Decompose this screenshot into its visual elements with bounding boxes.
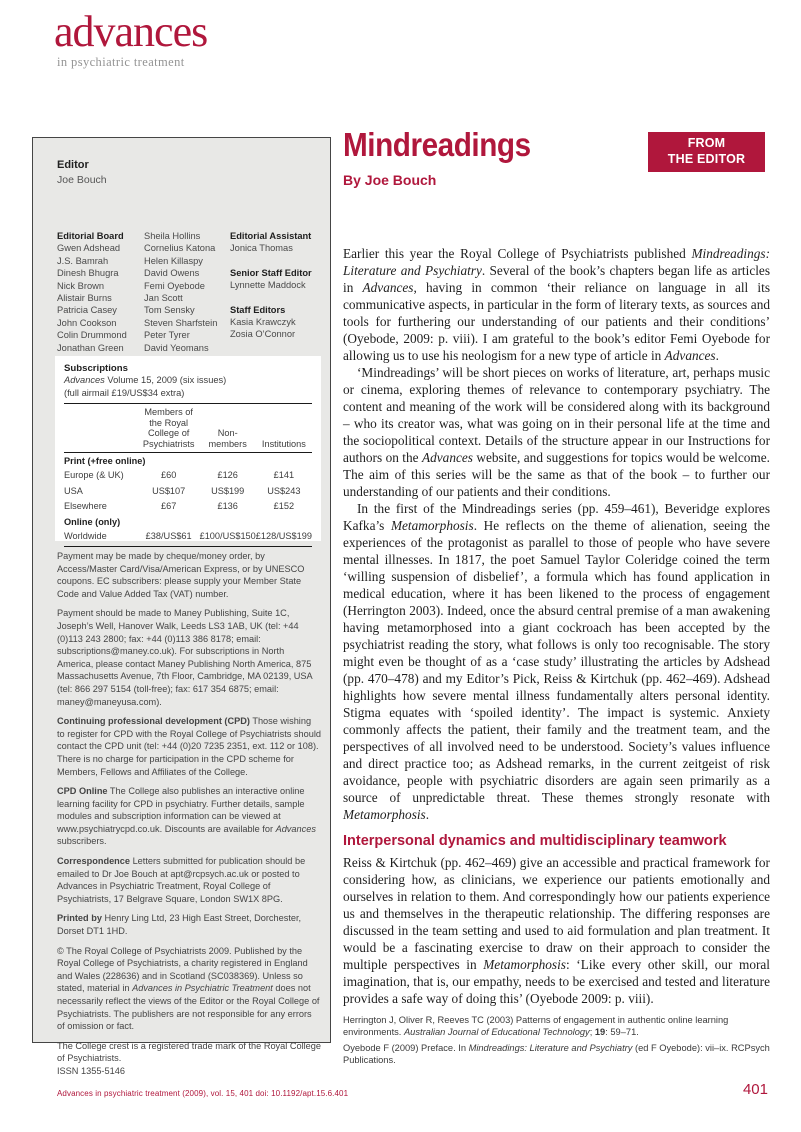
board-member: J.S. Bamrah [57, 255, 109, 266]
column-header-institutions: Institutions [256, 404, 312, 453]
row-label: Elsewhere [64, 501, 107, 511]
board-member: Alistair Burns [57, 293, 112, 304]
section-label: Online (only) [64, 517, 121, 527]
page-number: 401 [742, 1081, 768, 1098]
payment-address-note: Payment should be made to Maney Publishing, Suite 1C, Joseph’s Well, Hanover Walk, Leeds LS3 1AB, UK (tel: +44 (0)113 243 2800; fax: +44 (0)113 386 8178; email: subscriptions@maney.co.uk). For subscriptions in North America, please contact Maney Publishing North America, 875 Massachusetts Avenue, 7th Floor, Cambridge, MA 02139, USA (tel: 866 297 5154 (toll-free); fax: 617 354 6875; email: maney@maneyusa.com). [57, 608, 313, 707]
rate-cell: £67 [161, 501, 177, 511]
from-the-editor-badge [648, 132, 765, 172]
rate-cell: £126 [217, 470, 238, 480]
references [343, 1014, 770, 1066]
board-column-3 [230, 230, 319, 354]
board-member: David Owens [144, 268, 200, 279]
reference-item: Herrington J, Oliver R, Reeves TC (2003) Patterns of engagement in authentic online learning environments. Australian Journal of Educational Technology; 19: 59–71. [343, 1015, 729, 1038]
senior-staff-editor-name: Lynnette Maddock [230, 280, 306, 291]
correspondence-note: Correspondence Letters submitted for publication should be emailed to Dr Joe Bouch at apt@rcpsych.ac.uk or posted to Advances in Psychiatric Treatment, Royal College of Psychiatrists, 17 Belgrave Square, London SW1X 8PG. [57, 856, 306, 904]
staff-editor-name: Kasia Krawczyk [230, 317, 296, 328]
staff-editor-name: Zosia O’Connor [230, 329, 296, 340]
reference-item: Oyebode F (2009) Preface. In Mindreadings: Literature and Psychiatry (ed F Oyebode): vii–ix. RCPsych Publications. [343, 1042, 770, 1066]
row-label: USA [64, 485, 83, 496]
board-column-1 [57, 230, 144, 354]
rate-cell: £100/US$150 [200, 529, 256, 547]
article-byline: By Joe Bouch [343, 172, 437, 188]
printer-note: Printed by Henry Ling Ltd, 23 High East Street, Dorchester, Dorset DT1 1HD. [57, 913, 302, 937]
journal-logo: advances [54, 7, 208, 56]
rate-cell: £38/US$61 [138, 529, 200, 547]
journal-logo-subtitle: in psychiatric treatment [57, 55, 185, 69]
board-member: Jan Scott [144, 293, 183, 304]
board-member: Tom Sensky [144, 305, 195, 316]
board-member: Patricia Casey [57, 305, 117, 316]
board-member: Peter Tyrer [144, 330, 190, 341]
article-body [343, 245, 770, 823]
column-header-nonmembers: Non-members [200, 404, 256, 453]
row-label: Worldwide [64, 529, 138, 547]
section-row-online [64, 514, 312, 529]
staff-editors-label: Staff Editors [230, 304, 286, 315]
editorial-assistant-group [230, 230, 319, 255]
table-row [64, 499, 312, 515]
subscriptions-airmail: (full airmail £19/US$34 extra) [64, 387, 185, 398]
badge-line2: THE EDITOR [667, 152, 746, 166]
subscription-rates-table [64, 403, 312, 547]
editor-name: Joe Bouch [57, 174, 107, 186]
subscriptions-volume: Advances Volume 15, 2009 (six issues) [64, 375, 227, 385]
senior-staff-editor-label: Senior Staff Editor [230, 267, 312, 278]
section-label: Print (+free online) [64, 453, 312, 468]
section-row-print [64, 453, 312, 468]
cpd-note: Continuing professional development (CPD) Those wishing to register for CPD with the Royal College of Psychiatrists should contact the CPD unit (tel: +44 (0)20 7235 2351, ext. 112 or 108). There is no charge for participation in the CPD scheme for Members, Fellows and Affiliates of the College. [57, 716, 321, 777]
editor-block [57, 159, 107, 186]
board-member: Helen Killaspy [144, 255, 203, 266]
rate-cell: £128/US$199 [256, 529, 312, 547]
footer-citation: Advances in psychiatric treatment (2009), vol. 15, 401 doi: 10.1192/apt.15.6.401 [57, 1089, 349, 1098]
rate-cell: US$107 [152, 485, 186, 496]
table-row [64, 483, 312, 499]
subscriptions-title: Subscriptions [64, 363, 128, 374]
crest-note: The College crest is a registered trade mark of the Royal College of Psychiatrists. [57, 1040, 322, 1064]
table-row [64, 529, 312, 547]
column-header-members: Members of the Royal College of Psychiatrists [138, 404, 200, 453]
sidebar-notes [57, 550, 321, 1085]
article-section [343, 833, 770, 1070]
article-paragraph: Earlier this year the Royal College of Psychiatrists published Mindreadings: Literature and Psychiatry. Several of the book’s chapters began life as articles in Advances, having in common ‘their reliance on language in all its communicative aspects, in particular in the form of literary texts, as sources and tools for furthering our understanding of our patients and their conditions’ (Oyebode, 2009: p. viii). I am grateful to the book’s editor Femi Oyebode for allowing us to use his neologism for a new type of article in Advances. [343, 246, 770, 363]
row-label: Europe (& UK) [64, 470, 124, 480]
board-member: Nick Brown [57, 280, 105, 291]
editorial-assistant-label: Editorial Assistant [230, 231, 312, 241]
rate-cell: £136 [217, 501, 238, 511]
badge-line1: FROM [687, 136, 726, 151]
payment-methods-note: Payment may be made by cheque/money order, by Access/Master Card/Visa/American Express, or by UNESCO coupons. EC subscribers: please supply your Member State Code and Value Added Tax (VAT) number. [57, 551, 305, 599]
article-paragraph: In the first of the Mindreadings series (pp. 459–461), Beveridge explores Kafka’s Metamorphosis. He reflects on the theme of alienation, seeing the experiences of the protagonist as parallel to those of people who have severe mental illnesses. In 1817, the poet Samuel Taylor Coleridge coined the term ‘willing suspension of disbelief’, a formula which has found application in medical education, where it has been likened to the process of engagement (Herrington 2003). Indeed, once the absurd central premise of a man awakening having metamorphosed into a giant cockroach has been accepted by the psychiatrist reading the story, what follows is only too recognisable. The story might even be thought of as a ‘case study’ illustrating the articles by Adshead (pp. 470–478) and my Editor’s Pick, Reiss & Kirtchuk (pp. 462–469). Adshead highlights how severe mental illness fundamentally alters personal identity. Stigma equates with ‘spoiled identity’. The impact is systemic. Anxiety commonly affects the patient, their family and the treatment team, and the perspectives of all involved need to be understood. Society’s values influence and direct practice too; as Adshead remarks, in the current zeitgeist of risk avoidance, people with psychiatric disorders are again seen primarily as a source of unpredictable threat. These themes strongly resonate with Metamorphosis. [343, 501, 770, 822]
rate-cell: £152 [273, 501, 295, 511]
staff-editors-group [230, 304, 319, 341]
board-label: Editorial Board [57, 231, 124, 241]
board-column-2 [144, 230, 230, 354]
article-paragraph: ‘Mindreadings’ will be short pieces on works of literature, art, perhaps music or cinema, exploring themes of relevance to contemporary psychiatry. The content and meaning of the work will be considered along with its background – who its creator was, what was going on in their personal life at the time and the sociopolitical context. Details of the structure appear in our Instructions for authors on the Advances website, and suggestions for topics would be welcome. The aim of this series will be the same as that of the book – to further our understanding of our patients and their conditions. [343, 365, 770, 499]
senior-staff-editor-group [230, 267, 319, 292]
copyright-note: © The Royal College of Psychiatrists 2009. Published by the Royal College of Psychiatrists, a charity registered in England and Wales (228636) and in Scotland (SC038369). Unless so stated, material in Advances in Psychiatric Treatment does not necessarily reflect the views of the Editor or the Royal College of Psychiatrists. The publishers are not responsible for any errors of omission or fact. [57, 945, 320, 1032]
rate-cell: £60 [161, 470, 177, 480]
board-member: Steven Sharfstein [144, 317, 218, 328]
masthead-sidebar [32, 137, 331, 1076]
subscriptions-panel [55, 356, 321, 541]
table-header-row [64, 404, 312, 453]
rate-cell: £141 [273, 470, 295, 480]
board-member: Cornelius Katona [144, 243, 216, 254]
board-member: David Yeomans [144, 342, 209, 353]
section-heading: Interpersonal dynamics and multidisciplinary teamwork [343, 833, 727, 849]
rate-cell: US$243 [267, 485, 301, 496]
editorial-board [57, 230, 319, 354]
table-row [64, 468, 312, 484]
board-member: Femi Oyebode [144, 280, 205, 291]
board-member: Jonathan Green [57, 342, 124, 353]
board-member: John Cookson [57, 317, 117, 328]
board-member: Colin Drummond [57, 330, 127, 341]
board-member: Sheila Hollins [144, 231, 201, 241]
board-member: Dinesh Bhugra [57, 268, 119, 279]
article-paragraph: Reiss & Kirtchuk (pp. 462–469) give an accessible and practical framework for considering how, as clinicians, we experience our patients emotionally and ourselves in relation to them. And correspondingly how our patients experience us and themselves in the therapeutic relationship. The differing responses are discussed in the team setting and used to aid formulation and plan treatment. It would be a fascinating exercise to draw on their approach to consider the multiple perspectives in Metamorphosis: ‘Like every other skill, our moral imagination, that is, our empathy, needs to be exercised and tested and literature provides a safe way of doing this’ (Oyebode 2009: p. viii). [343, 855, 770, 1006]
issn: ISSN 1355-5146 [57, 1065, 125, 1076]
editor-label: Editor [57, 159, 89, 171]
article-title: Mindreadings [343, 126, 531, 163]
board-member: Gwen Adshead [57, 243, 121, 254]
rate-cell: US$199 [211, 485, 245, 496]
cpd-online-note: CPD Online The College also publishes an interactive online learning facility for CPD in psychiatry. Further details, sample modules and subscription information can be viewed at www.psychiatrycpd.co.uk. Discounts are available for Advances subscribers. [57, 786, 316, 847]
editorial-assistant-name: Jonica Thomas [230, 243, 293, 254]
